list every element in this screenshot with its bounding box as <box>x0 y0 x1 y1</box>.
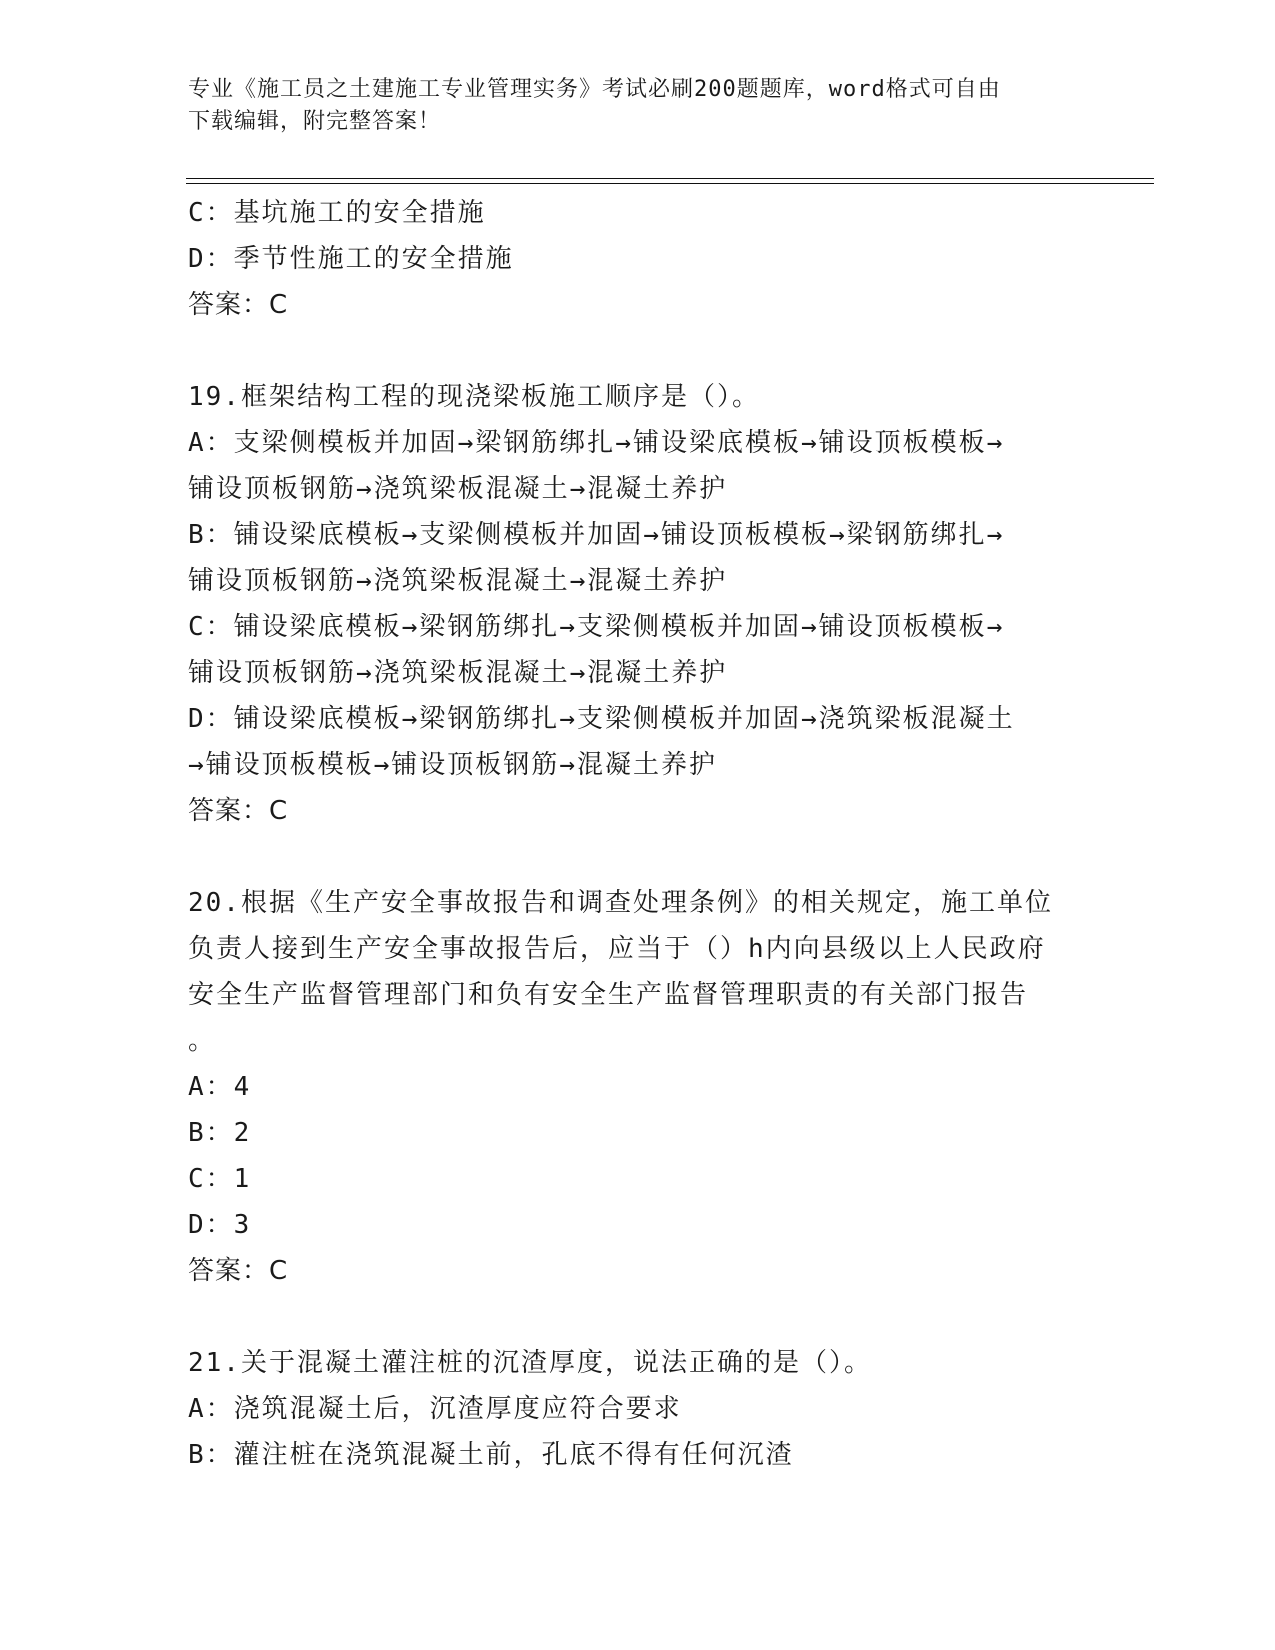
spacer <box>188 1294 1088 1340</box>
spacer <box>188 328 1088 374</box>
q20-stem-line-4: 。 <box>188 1026 217 1056</box>
q20-option-a: A：4 <box>188 1072 252 1102</box>
q20-answer: 答案：C <box>188 1256 289 1286</box>
q19-option-c-line-2: 铺设顶板钢筋→浇筑梁板混凝土→混凝土养护 <box>188 658 728 688</box>
q20-stem-line-1: 20.根据《生产安全事故报告和调查处理条例》的相关规定，施工单位 <box>188 888 1053 918</box>
header-divider-bottom <box>186 183 1154 184</box>
q19-stem: 19.框架结构工程的现浇梁板施工顺序是（）。 <box>188 382 760 412</box>
header-divider-top <box>186 178 1154 179</box>
q18-option-c: C：基坑施工的安全措施 <box>188 198 486 228</box>
question-content <box>188 190 1088 1478</box>
q19-option-d-line-2: →铺设顶板模板→铺设顶板钢筋→混凝土养护 <box>188 750 717 780</box>
q19-option-a-line-1: A：支梁侧模板并加固→梁钢筋绑扎→铺设梁底模板→铺设顶板模板→ <box>188 428 1005 458</box>
q18-answer: 答案：C <box>188 290 289 320</box>
q19-option-a-line-2: 铺设顶板钢筋→浇筑梁板混凝土→混凝土养护 <box>188 474 728 504</box>
q20-stem-line-2: 负责人接到生产安全事故报告后，应当于（）h内向县级以上人民政府 <box>188 934 1046 964</box>
q19-option-c-line-1: C：铺设梁底模板→梁钢筋绑扎→支梁侧模板并加固→铺设顶板模板→ <box>188 612 1005 642</box>
q21-stem: 21.关于混凝土灌注桩的沉渣厚度，说法正确的是（）。 <box>188 1348 872 1378</box>
q21-option-a: A：浇筑混凝土后，沉渣厚度应符合要求 <box>188 1394 682 1424</box>
q20-option-d: D：3 <box>188 1210 252 1240</box>
q19-option-b-line-2: 铺设顶板钢筋→浇筑梁板混凝土→混凝土养护 <box>188 566 728 596</box>
q19-option-b-line-1: B：铺设梁底模板→支梁侧模板并加固→铺设顶板模板→梁钢筋绑扎→ <box>188 520 1005 550</box>
q19-answer: 答案：C <box>188 796 289 826</box>
q19-option-d-line-1: D：铺设梁底模板→梁钢筋绑扎→支梁侧模板并加固→浇筑梁板混凝土 <box>188 704 1015 734</box>
q21-option-b: B：灌注桩在浇筑混凝土前，孔底不得有任何沉渣 <box>188 1440 794 1470</box>
document-header <box>188 74 1088 138</box>
q20-option-c: C：1 <box>188 1164 252 1194</box>
header-line-1: 专业《施工员之土建施工专业管理实务》考试必刷200题题库，word格式可自由 <box>188 77 1001 102</box>
spacer <box>188 834 1088 880</box>
q20-option-b: B：2 <box>188 1118 252 1148</box>
q18-option-d: D：季节性施工的安全措施 <box>188 244 514 274</box>
header-line-2: 下载编辑，附完整答案！ <box>188 109 442 134</box>
q20-stem-line-3: 安全生产监督管理部门和负有安全生产监督管理职责的有关部门报告 <box>188 980 1029 1010</box>
